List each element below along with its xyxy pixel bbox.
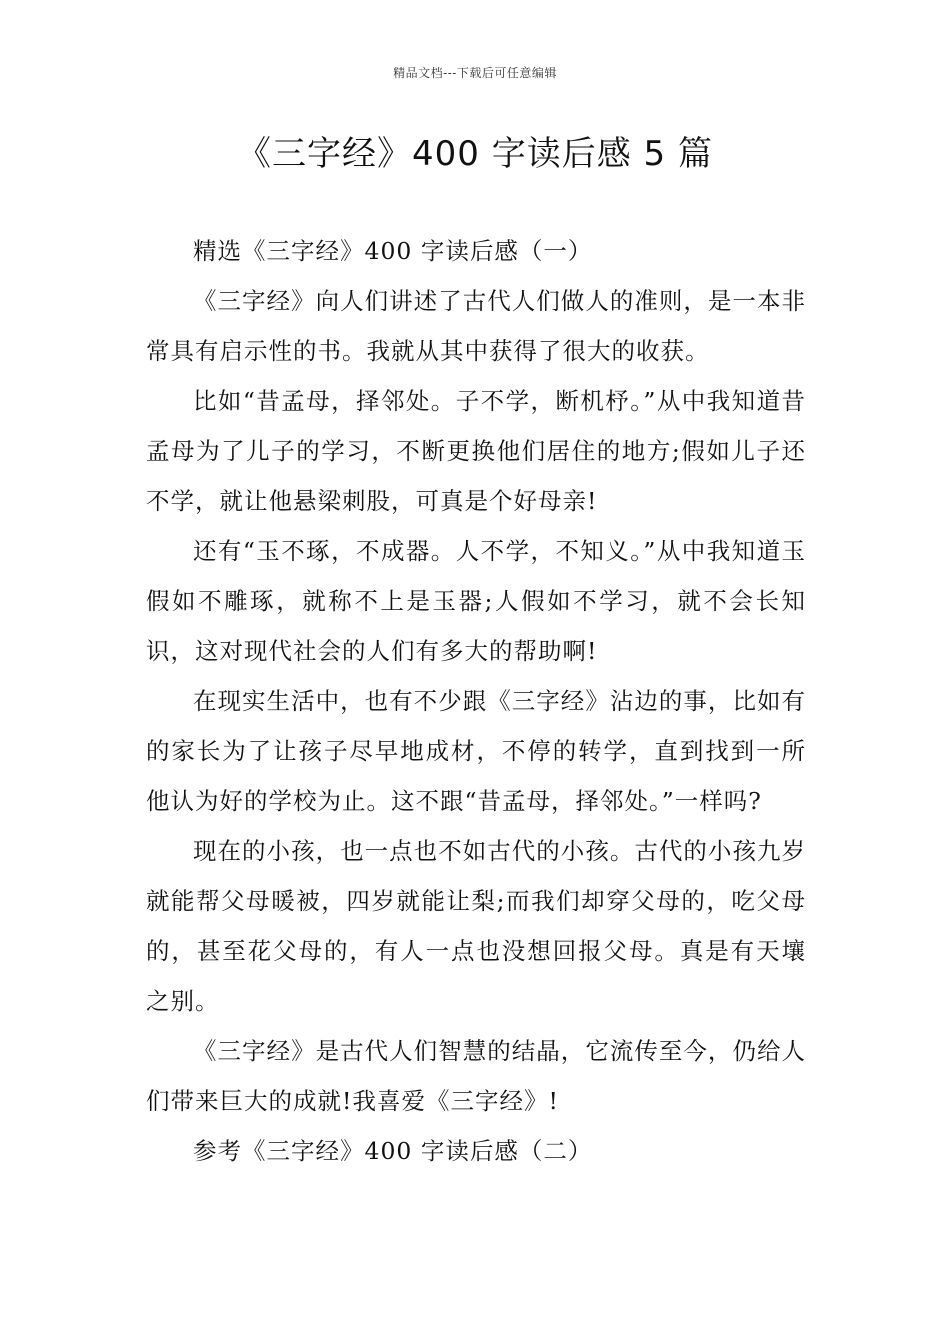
document-title: 《三字经》400 字读后感 5 篇 (237, 134, 713, 174)
paragraph-6: 《三字经》是古代人们智慧的结晶，它流传至今，仍给人们带来巨大的成就!我喜爱《三字经》! (146, 1037, 806, 1115)
paragraph-4: 在现实生活中，也有不少跟《三字经》沾边的事，比如有的家长为了让孩子尽早地成材，不停的转学，直到找到一所他认为好的学校为止。这不跟“昔孟母，择邻处。”一样吗? (146, 687, 806, 815)
section-heading-2: 参考《三字经》400 字读后感（二） (193, 1137, 593, 1165)
document-body (146, 226, 806, 1176)
header-note: 精品文档---下载后可任意编辑 (393, 66, 557, 80)
paragraph-1: 《三字经》向人们讲述了古代人们做人的准则，是一本非常具有启示性的书。我就从其中获得了很大的收获。 (146, 287, 806, 365)
section-heading-1: 精选《三字经》400 字读后感（一） (193, 237, 593, 265)
paragraph-5: 现在的小孩，也一点也不如古代的小孩。古代的小孩九岁就能帮父母暖被，四岁就能让梨;而我们却穿父母的，吃父母的，甚至花父母的，有人一点也没想回报父母。真是有天壤之别。 (146, 837, 806, 1015)
paragraph-3: 还有“玉不琢，不成器。人不学，不知义。”从中我知道玉假如不雕琢，就称不上是玉器;人假如不学习，就不会长知识，这对现代社会的人们有多大的帮助啊! (146, 537, 806, 665)
paragraph-2: 比如“昔孟母，择邻处。子不学，断机杼。”从中我知道昔孟母为了儿子的学习，不断更换他们居住的地方;假如儿子还不学，就让他悬梁刺股，可真是个好母亲! (146, 387, 806, 515)
